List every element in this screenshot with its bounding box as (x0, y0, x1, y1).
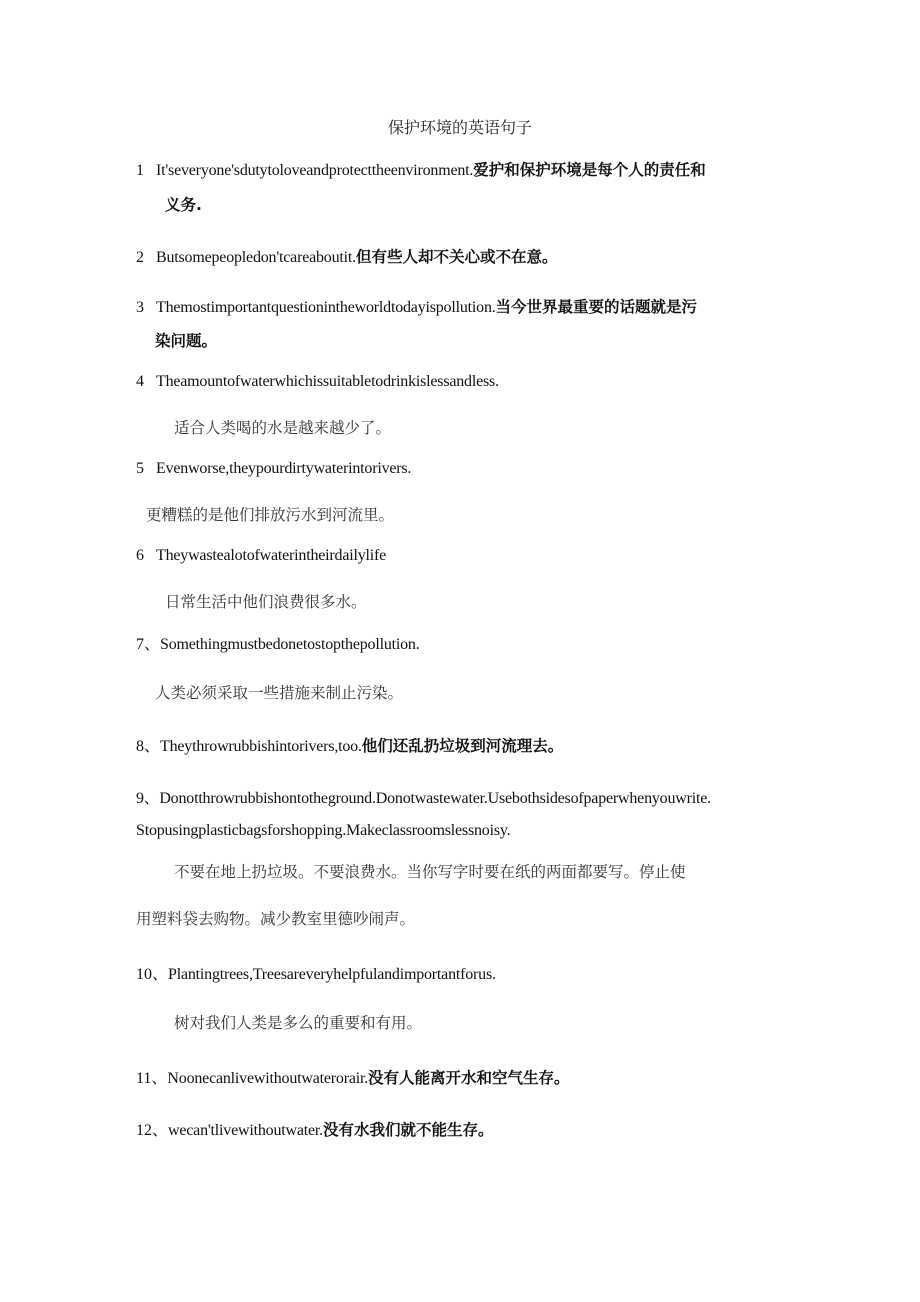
sentence-1 (136, 159, 706, 182)
chinese-translation: 适合人类喝的水是越来越少了。 (174, 419, 392, 437)
chinese-translation-continued: 染问题。 (155, 332, 218, 350)
english-sentence: Themostimportantquestionintheworldtodayispollution. (156, 299, 496, 316)
sentence-8 (136, 735, 563, 758)
sentence-6 (136, 545, 386, 567)
sentence-12 (136, 1119, 493, 1142)
sentence-number: 3 (136, 299, 144, 316)
chinese-translation: 没有水我们就不能生存。 (322, 1121, 494, 1139)
sentence-number: 11、 (136, 1070, 168, 1087)
chinese-translation: 更糟糕的是他们排放污水到河流里。 (146, 506, 395, 524)
sentence-number: 6 (136, 547, 144, 564)
sentence-number: 2 (136, 249, 144, 266)
sentence-3 (136, 296, 697, 319)
sentence-4 (136, 371, 499, 393)
chinese-translation: 不要在地上扔垃圾。不要浪费水。当你写字时要在纸的两面都要写。停止使 (174, 863, 686, 881)
english-sentence: Somethingmustbedonetostopthepollution. (160, 636, 420, 653)
chinese-translation: 人类必须采取一些措施来制止污染。 (155, 684, 404, 702)
chinese-translation: 当今世界最重要的话题就是污 (495, 298, 698, 316)
sentence-5 (136, 458, 411, 480)
chinese-translation: 树对我们人类是多么的重要和有用。 (174, 1014, 423, 1032)
english-sentence: Donotthrowrubbishontotheground.Donotwastewater.Usebothsidesofpaperwhenyouwrite. (159, 790, 711, 807)
sentence-number: 9、 (136, 790, 160, 807)
english-sentence: wecan'tlivewithoutwater. (168, 1122, 323, 1139)
english-sentence: Theamountofwaterwhichissuitabletodrinkislessandless. (156, 373, 499, 390)
chinese-translation: 但有些人却不关心或不在意。 (355, 248, 558, 266)
sentence-number: 1 (136, 162, 144, 179)
chinese-translation: 没有人能离开水和空气生存。 (368, 1069, 570, 1087)
document-title: 保护环境的英语句子 (387, 118, 532, 137)
sentence-number: 7、 (136, 636, 161, 653)
english-sentence: Noonecanlivewithoutwaterorair. (167, 1070, 369, 1087)
sentence-11 (136, 1067, 570, 1090)
english-sentence: Evenworse,theypourdirtywaterintorivers. (156, 460, 412, 477)
english-sentence: It'severyone'sdutytoloveandprotecttheenvironment. (156, 162, 474, 179)
sentence-number: 5 (136, 460, 144, 477)
chinese-translation-continued: 用塑料袋去购物。减少教室里德吵闹声。 (136, 910, 416, 928)
chinese-translation: 他们还乱扔垃圾到河流理去。 (361, 737, 564, 755)
english-sentence: Plantingtrees,Treesareveryhelpfulandimportantforus. (168, 966, 496, 983)
english-sentence: Theythrowrubbishintorivers,too. (160, 738, 362, 755)
chinese-translation: 日常生活中他们浪费很多水。 (165, 593, 367, 611)
sentence-number: 8、 (136, 738, 161, 755)
english-sentence: Butsomepeopledon'tcareaboutit. (156, 249, 356, 266)
sentence-number: 10、 (136, 966, 169, 983)
sentence-number: 12、 (136, 1122, 169, 1139)
chinese-translation: 爱护和保护环境是每个人的责任和 (473, 161, 706, 179)
english-sentence-continued: Stopusingplasticbagsforshopping.Makeclassroomslessnoisy. (136, 822, 511, 839)
sentence-7 (136, 634, 420, 656)
sentence-10 (136, 964, 496, 986)
chinese-translation-continued: 义务. (165, 196, 202, 214)
sentence-number: 4 (136, 373, 144, 390)
sentence-2 (136, 246, 557, 269)
english-sentence: Theywastealotofwaterintheirdailylife (156, 547, 387, 564)
sentence-9 (136, 788, 711, 810)
